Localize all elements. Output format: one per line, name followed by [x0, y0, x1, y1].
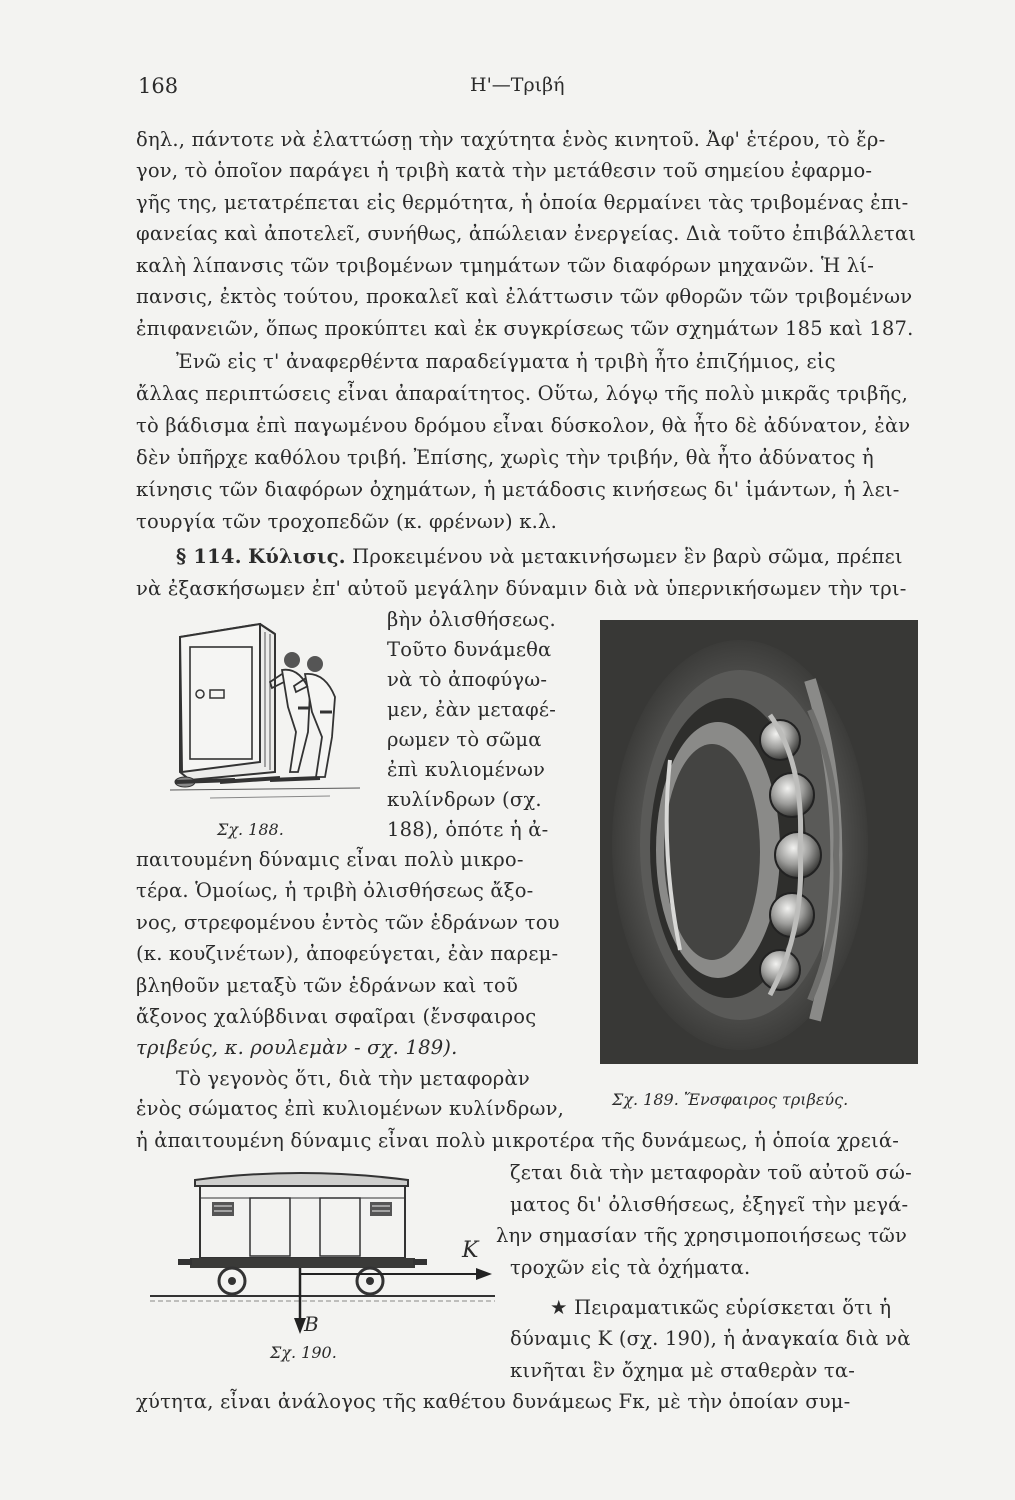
narrow-line-5: ρωμεν τὸ σῶμα [387, 728, 542, 751]
mid-line-2: τέρα. Ὁμοίως, ἡ τριβὴ ὀλισθήσεως ἄξο- [136, 879, 534, 902]
running-title: Η'—Τριβή [470, 74, 565, 96]
mid-line-3: νος, στρεφομένου ἐντὸς τῶν ἑδράνων του [136, 911, 560, 934]
right-line-1: ζεται διὰ τὴν μεταφορὰν τοῦ αὐτοῦ σώ- [510, 1161, 912, 1184]
para2-line-6: τουργία τῶν τροχοπεδῶν (κ. φρένων) κ.λ. [136, 510, 557, 533]
full-width-line: ἡ ἀπαιτουμένη δύναμις εἶναι πολὺ μικροτέρα τῆς δυνάμεως, ἡ ὁποία χρειά- [136, 1129, 900, 1152]
figure-188-caption: Σχ. 188. [217, 820, 284, 839]
figure-189-ball-bearing-photo [600, 620, 918, 1064]
right-line-4: τροχῶν εἰς τὰ ὀχήματα. [510, 1256, 751, 1279]
section-line-2: νὰ ἐξασκήσωμεν ἐπ' αὐτοῦ μεγάλην δύναμιν διὰ νὰ ὑπερνικήσωμεν τὴν τρι- [136, 577, 907, 600]
narrow-line-3: νὰ τὸ ἀποφύγω- [387, 668, 548, 691]
mid-line-5: βληθοῦν μεταξὺ τῶν ἑδράνων καὶ τοῦ [136, 974, 518, 997]
mid-line-8: Τὸ γεγονὸς ὅτι, διὰ τὴν μεταφορὰν [176, 1067, 530, 1090]
mid-line-4: (κ. κουζινέτων), ἀποφεύγεται, ἐὰν παρεμ- [136, 942, 559, 965]
right-line-2: ματος δι' ὀλισθήσεως, ἐξηγεῖ τὴν μεγά- [510, 1193, 909, 1216]
para2-line-2: ἄλλας περιπτώσεις εἶναι ἀπαραίτητος. Οὕτω, λόγῳ τῆς πολὺ μικρᾶς τριβῆς, [136, 382, 909, 405]
page-number: 168 [138, 74, 179, 98]
mid-line-1: παιτουμένη δύναμις εἶναι πολὺ μικρο- [136, 848, 524, 871]
para1-line-1: δηλ., πάντοτε νὰ ἐλαττώσῃ τὴν ταχύτητα ἑνὸς κινητοῦ. Ἀφ' ἑτέρου, τὸ ἔρ- [136, 128, 886, 151]
mid-line-6: ἄξονος χαλύβδιναι σφαῖραι (ἔνσφαιρος [136, 1005, 537, 1028]
mid-line-7: τριβεύς, κ. ρουλεμὰν - σχ. 189). [136, 1036, 458, 1059]
para2-line-5: κίνησις τῶν διαφόρων ὀχημάτων, ἡ μετάδοσις κινήσεως δι' ἱμάντων, ἡ λει- [136, 478, 900, 501]
para1-line-7: ἐπιφανειῶν, ὅπως προκύπτει καὶ ἐκ συγκρίσεως τῶν σχημάτων 185 καὶ 187. [136, 317, 914, 340]
narrow-line-2: Τοῦτο δυνάμεθα [387, 638, 552, 661]
star-line-3: κινῆται ἓν ὄχημα μὲ σταθερὰν τα- [510, 1359, 856, 1382]
para2-line-1: Ἐνῶ εἰς τ' ἀναφερθέντα παραδείγματα ἡ τριβὴ ἦτο ἐπιζήμιος, εἰς [176, 350, 836, 373]
narrow-line-4: μεν, ἐὰν μεταφέ- [387, 698, 556, 721]
figure-189-caption: Σχ. 189. Ἔνσφαιρος τριβεύς. [612, 1090, 849, 1109]
figure-190-label-k: K [462, 1238, 479, 1263]
para1-line-3: γῆς της, μετατρέπεται εἰς θερμότητα, ἡ ὁποία θερμαίνει τὰς τριβομένας ἐπι- [136, 191, 909, 214]
narrow-line-6: ἐπὶ κυλιομένων [387, 758, 546, 781]
figure-190-railway-wagon [150, 1168, 500, 1338]
narrow-line-8: 188), ὁπότε ἡ ἀ- [387, 818, 549, 841]
narrow-line-1: βὴν ὀλισθήσεως. [387, 608, 556, 631]
para1-line-4: φανείας καὶ ἀποτελεῖ, συνήθως, ἀπώλειαν ἐνεργείας. Διὰ τοῦτο ἐπιβάλλεται [136, 222, 917, 245]
para1-line-5: καλὴ λίπανσις τῶν τριβομένων τμημάτων τῶν διαφόρων μηχανῶν. Ἡ λί- [136, 254, 875, 277]
figure-190-caption: Σχ. 190. [270, 1343, 337, 1362]
section-mark: § 114. [176, 545, 242, 568]
narrow-line-7: κυλίνδρων (σχ. [387, 788, 542, 811]
para2-line-3: τὸ βάδισμα ἐπὶ παγωμένου δρόμου εἶναι δύσκολον, θὰ ἦτο δὲ ἀδύνατον, ἐὰν [136, 414, 911, 437]
para1-line-2: γον, τὸ ὁποῖον παράγει ἡ τριβὴ κατὰ τὴν μετάθεσιν τοῦ σημείου ἐφαρμο- [136, 159, 873, 182]
last-line: χύτητα, εἶναι ἀνάλογος τῆς καθέτου δυνάμεως Fκ, μὲ τὴν ὁποίαν συμ- [136, 1390, 851, 1413]
section-title: Κύλισις. [248, 545, 346, 568]
mid-line-9: ἑνὸς σώματος ἐπὶ κυλιομένων κυλίνδρων, [136, 1097, 565, 1120]
para2-line-4: δὲν ὑπῆρχε καθόλου τριβή. Ἐπίσης, χωρὶς τὴν τριβήν, θὰ ἦτο ἀδύνατος ἡ [136, 446, 874, 469]
figure-190-label-b: B [304, 1312, 319, 1336]
para1-line-6: πανσις, ἐκτὸς τούτου, προκαλεῖ καὶ ἐλάττωσιν τῶν φθορῶν τῶν τριβομένων [136, 285, 913, 308]
star-line-1: ★ Πειραματικῶς εὑρίσκεται ὅτι ἡ [550, 1296, 892, 1319]
section-line1-rest: Προκειμένου νὰ μετακινήσωμεν ἓν βαρὺ σῶμα, πρέπει [352, 545, 903, 568]
right-line-3: λην σημασίαν τῆς χρησιμοποιήσεως τῶν [496, 1224, 908, 1247]
star-line-2: δύναμις Κ (σχ. 190), ἡ ἀναγκαία διὰ νὰ [510, 1327, 911, 1350]
figure-188-safe-on-rollers [170, 612, 370, 812]
section-heading-line [176, 541, 903, 572]
